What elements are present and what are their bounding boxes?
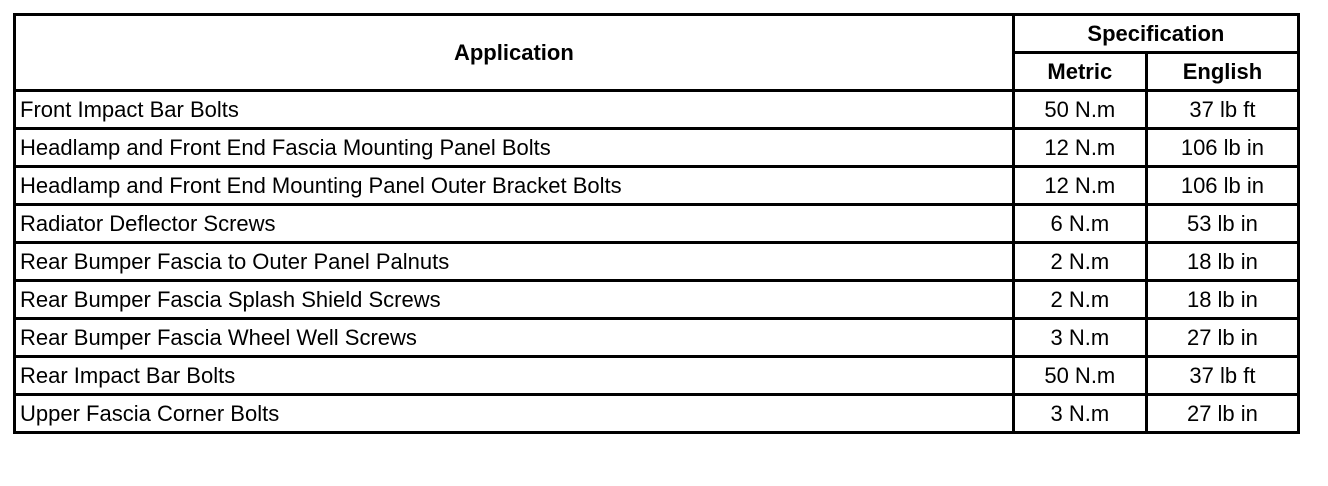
metric-cell: 12 N.m [1013,129,1146,167]
english-cell: 53 lb in [1146,205,1298,243]
application-cell: Radiator Deflector Screws [15,205,1014,243]
application-cell: Rear Bumper Fascia to Outer Panel Palnuts [15,243,1014,281]
application-cell: Rear Impact Bar Bolts [15,357,1014,395]
metric-header: Metric [1013,53,1146,91]
english-cell: 37 lb ft [1146,91,1298,129]
table-row [15,319,1299,357]
metric-cell: 50 N.m [1013,91,1146,129]
english-cell: 106 lb in [1146,129,1298,167]
table-row [15,167,1299,205]
application-cell: Front Impact Bar Bolts [15,91,1014,129]
application-cell: Headlamp and Front End Fascia Mounting Panel Bolts [15,129,1014,167]
english-cell: 37 lb ft [1146,357,1298,395]
table-row [15,205,1299,243]
english-cell: 27 lb in [1146,395,1298,433]
english-header: English [1146,53,1298,91]
metric-cell: 3 N.m [1013,319,1146,357]
header-row-top [15,15,1299,53]
table-header [15,15,1299,91]
application-header: Application [15,15,1014,91]
table-row [15,281,1299,319]
metric-cell: 2 N.m [1013,243,1146,281]
metric-cell: 50 N.m [1013,357,1146,395]
table-row [15,91,1299,129]
english-cell: 106 lb in [1146,167,1298,205]
english-cell: 27 lb in [1146,319,1298,357]
application-cell: Rear Bumper Fascia Wheel Well Screws [15,319,1014,357]
table-body [15,91,1299,433]
table-row [15,395,1299,433]
english-cell: 18 lb in [1146,281,1298,319]
specification-header: Specification [1013,15,1298,53]
table-row [15,357,1299,395]
metric-cell: 2 N.m [1013,281,1146,319]
metric-cell: 6 N.m [1013,205,1146,243]
table-row [15,129,1299,167]
metric-cell: 12 N.m [1013,167,1146,205]
table-row [15,243,1299,281]
fastener-spec-table [13,13,1300,434]
application-cell: Rear Bumper Fascia Splash Shield Screws [15,281,1014,319]
english-cell: 18 lb in [1146,243,1298,281]
metric-cell: 3 N.m [1013,395,1146,433]
application-cell: Upper Fascia Corner Bolts [15,395,1014,433]
application-cell: Headlamp and Front End Mounting Panel Outer Bracket Bolts [15,167,1014,205]
